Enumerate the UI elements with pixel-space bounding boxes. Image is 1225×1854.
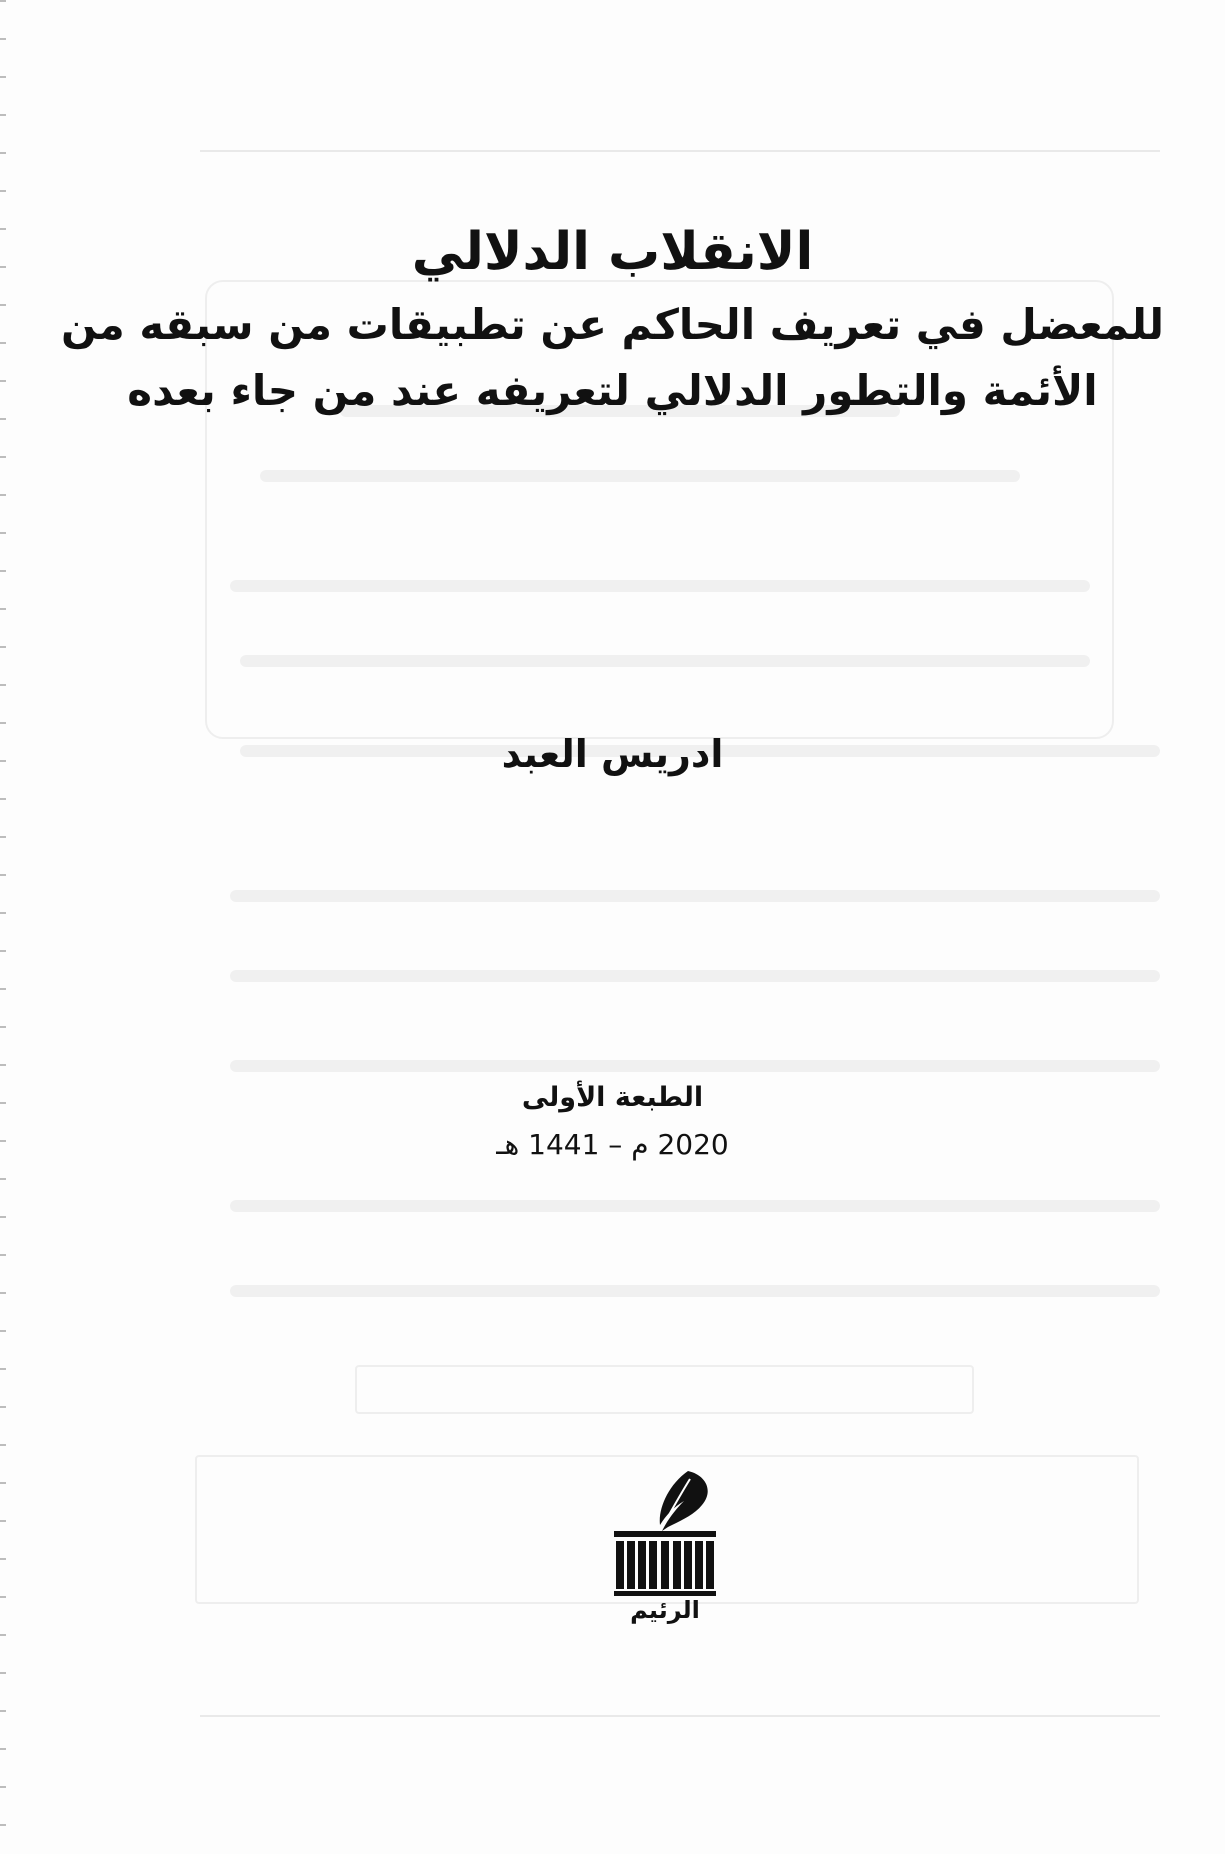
- ghost-line: [230, 1060, 1160, 1072]
- ghost-line: [230, 1285, 1160, 1297]
- book-subtitle-line-2: الأئمة والتطور الدلالي لتعريفه عند من جاء بعده: [127, 366, 1098, 415]
- ghost-line: [240, 655, 1090, 667]
- ghost-rule: [200, 150, 1160, 152]
- publisher-name: الرئيم: [630, 1596, 700, 1624]
- edition-label: الطبعة الأولى: [521, 1082, 704, 1113]
- book-feather-icon: [610, 1465, 720, 1605]
- ghost-rule: [200, 1715, 1160, 1717]
- ghost-box: [355, 1365, 974, 1414]
- publication-year: 2020 م – 1441 هـ: [496, 1128, 729, 1161]
- ghost-line: [230, 580, 1090, 592]
- ghost-line: [260, 470, 1020, 482]
- book-title: الانقلاب الدلالي: [411, 222, 814, 282]
- ghost-line: [230, 970, 1160, 982]
- ghost-line: [230, 890, 1160, 902]
- book-subtitle-line-1: للمعضل في تعريف الحاكم عن تطبيقات من سبقه من: [61, 300, 1164, 349]
- ghost-line: [230, 1200, 1160, 1212]
- author-name: ادريس العبد: [501, 732, 724, 776]
